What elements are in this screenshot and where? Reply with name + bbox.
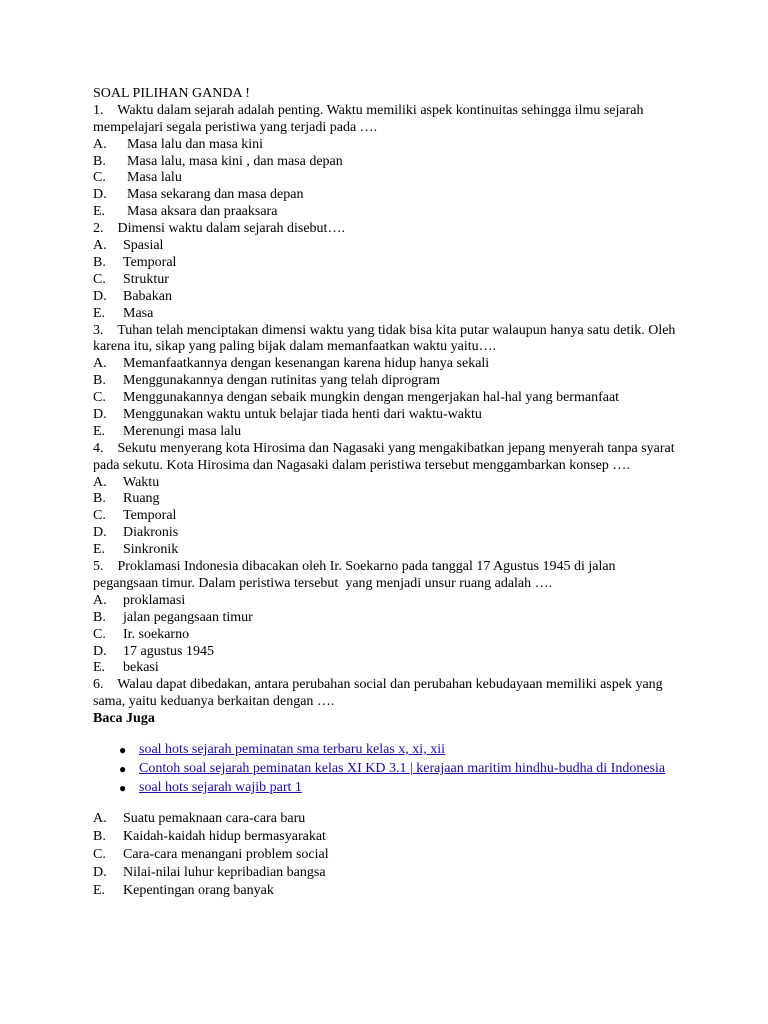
- option-1a[interactable]: A. Masa lalu dan masa kini: [93, 136, 264, 152]
- question-3: 3. Tuhan telah menciptakan dimensi waktu yang tidak bisa kita putar walaupun hanya satu detik. Oleh karena itu, sikap yang paling bijak dalam memanfaatkan waktu yaitu….: [93, 322, 679, 355]
- option-1b[interactable]: B. Masa lalu, masa kini , dan masa depan: [93, 153, 343, 169]
- option-4e[interactable]: E. Sinkronik: [93, 542, 179, 558]
- question-1: [93, 103, 683, 137]
- bullet-icon: ●: [119, 780, 127, 795]
- option-2b[interactable]: B. Temporal: [93, 254, 177, 270]
- option-5b[interactable]: B. jalan pegangsaan timur: [93, 609, 253, 625]
- option-4a[interactable]: A. Waktu: [93, 474, 160, 490]
- option-2d[interactable]: D. Babakan: [93, 288, 172, 304]
- baca-juga-heading: Baca Juga: [93, 711, 155, 727]
- option-6a[interactable]: A. Suatu pemaknaan cara-cara baru: [93, 810, 306, 826]
- option-4b[interactable]: B. Ruang: [93, 491, 160, 507]
- option-6c[interactable]: C. Cara-cara menangani problem social: [93, 846, 329, 862]
- option-5c[interactable]: C. Ir. soekarno: [93, 626, 190, 642]
- related-link-item: [119, 742, 683, 759]
- bullet-icon: ●: [119, 761, 127, 776]
- related-links-list: [93, 742, 683, 797]
- question-2: 2. Dimensi waktu dalam sejarah disebut….: [93, 221, 345, 237]
- bullet-icon: ●: [119, 743, 127, 758]
- option-6e[interactable]: E. Kepentingan orang banyak: [93, 882, 274, 898]
- related-link-1[interactable]: soal hots sejarah peminatan sma terbaru kelas x, xi, xii: [139, 742, 445, 758]
- question-number: 1.: [93, 102, 104, 118]
- question-5: 5. Proklamasi Indonesia dibacakan oleh Ir. Soekarno pada tanggal 17 Agustus 1945 di jalan pegangsaan timur. Dalam peristiwa tersebut yang menjadi unsur ruang adalah ….: [93, 559, 620, 591]
- related-link-item: [119, 761, 683, 778]
- option-4c[interactable]: C. Temporal: [93, 508, 177, 524]
- question-6-options: [93, 811, 683, 901]
- question-4: 4. Sekutu menyerang kota Hirosima dan Nagasaki yang mengakibatkan jepang menyerah tanpa syarat pada sekutu. Kota Hirosima dan Nagasaki dalam peristiwa tersebut menggambarkan konsep ….: [93, 440, 679, 473]
- page-title: SOAL PILIHAN GANDA !: [93, 86, 250, 101]
- option-3e[interactable]: E. Merenungi masa lalu: [93, 423, 242, 439]
- option-3a[interactable]: A. Memanfaatkannya dengan kesenangan karena hidup hanya sekali: [93, 356, 490, 372]
- option-6b[interactable]: B. Kaidah-kaidah hidup bermasyarakat: [93, 828, 326, 844]
- option-1c[interactable]: C. Masa lalu: [93, 170, 182, 186]
- question-text: Waktu dalam sejarah adalah penting. Waktu memiliki aspek kontinuitas sehingga ilmu sejarah mempelajari segala peristiwa yang terjadi pada ….: [93, 102, 647, 135]
- document-body: [93, 86, 683, 901]
- option-5a[interactable]: A. proklamasi: [93, 592, 186, 608]
- option-5e[interactable]: E. bekasi: [93, 660, 159, 676]
- option-2e[interactable]: E. Masa: [93, 305, 154, 321]
- option-3d[interactable]: D. Menggunakan waktu untuk belajar tiada henti dari waktu-waktu: [93, 407, 482, 422]
- option-1d[interactable]: D. Masa sekarang dan masa depan: [93, 187, 304, 203]
- related-link-2[interactable]: Contoh soal sejarah peminatan kelas XI KD 3.1 | kerajaan maritim hindhu-budha di Indonesia: [139, 760, 666, 776]
- option-3b[interactable]: B. Menggunakannya dengan rutinitas yang telah diprogram: [93, 373, 440, 389]
- question-6: 6. Walau dapat dibedakan, antara perubahan social dan perubahan kebudayaan memiliki aspek yang sama, yaitu keduanya berkaitan dengan ….: [93, 677, 667, 710]
- related-link-3[interactable]: soal hots sejarah wajib part 1: [139, 779, 302, 795]
- option-5d[interactable]: D. 17 agustus 1945: [93, 643, 214, 659]
- related-link-item: [119, 780, 683, 797]
- option-6d[interactable]: D. Nilai-nilai luhur kepribadian bangsa: [93, 864, 326, 880]
- option-2c[interactable]: C. Struktur: [93, 271, 169, 287]
- option-2a[interactable]: A. Spasial: [93, 238, 164, 254]
- option-4d[interactable]: D. Diakronis: [93, 525, 179, 541]
- option-3c[interactable]: C. Menggunakannya dengan sebaik mungkin dengan mengerjakan hal-hal yang bermanfaat: [93, 390, 620, 406]
- option-1e[interactable]: E. Masa aksara dan praaksara: [93, 204, 278, 220]
